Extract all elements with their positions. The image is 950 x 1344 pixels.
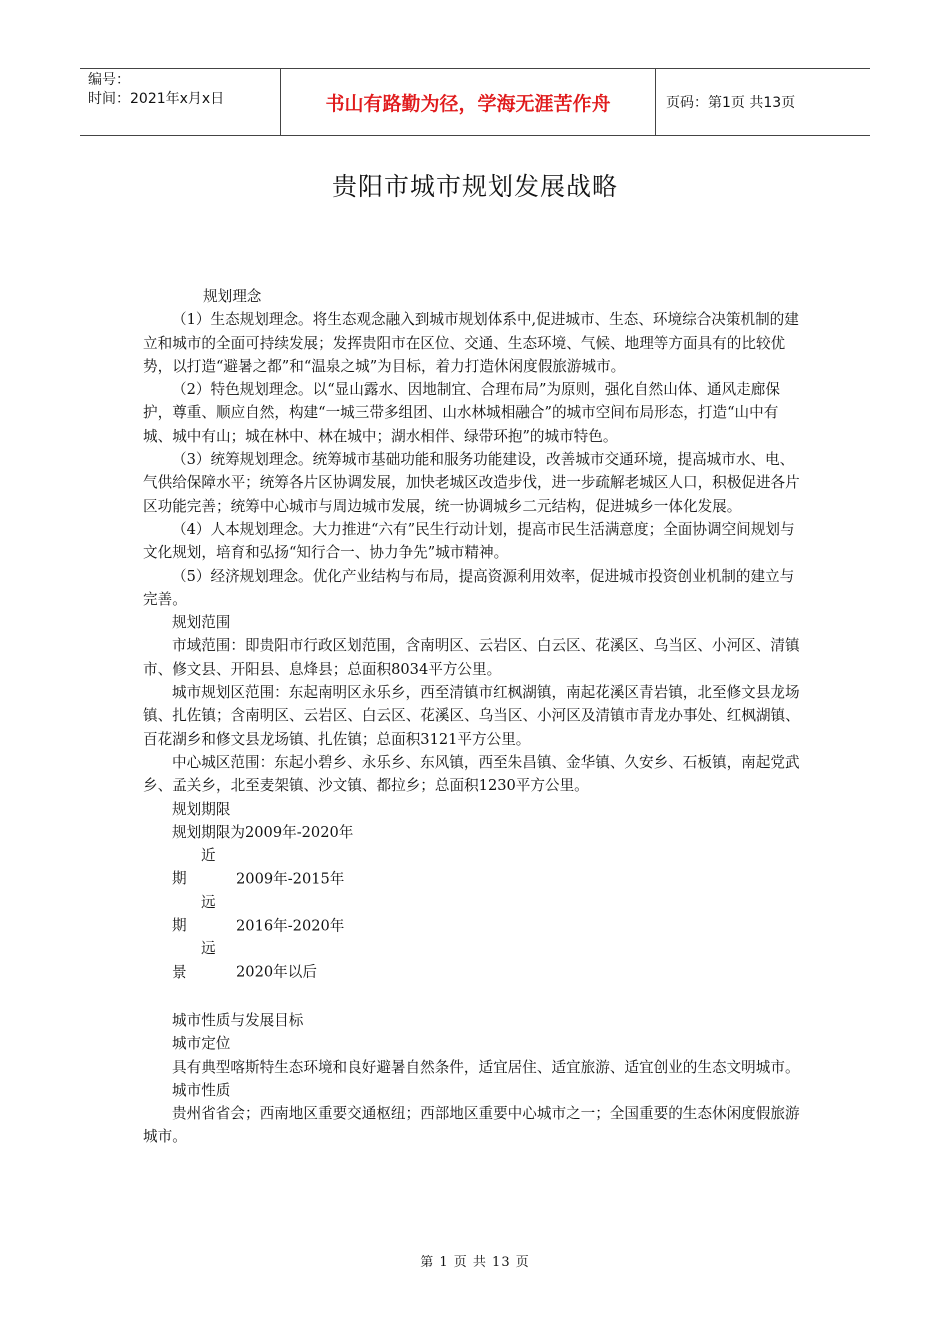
paragraph-concept-4: （4）人本规划理念。大力推进“六有”民生行动计划，提高市民生活满意度；全面协调空间规划与文化规划，培育和弘扬“知行合一、协力争先”城市精神。 <box>143 520 795 562</box>
period-value: 2009年-2015年 <box>236 870 345 888</box>
date-label: 时间：2021年x月x日 <box>88 91 225 107</box>
header-meta <box>80 69 280 135</box>
section-heading-concept: 规划理念 <box>203 288 262 305</box>
subheading-position: 城市定位 <box>172 1035 231 1053</box>
paragraph-concept-5: （5）经济规划理念。优化产业结构与布局，提高资源利用效率，促进城市投资创业机制的建立与完善。 <box>143 567 795 608</box>
spacer <box>143 984 807 1009</box>
section-heading-scope: 规划范围 <box>172 614 231 632</box>
period-row <box>143 844 807 891</box>
paragraph-scope-1: 市域范围：即贵阳市行政区划范围，含南明区、云岩区、白云区、花溪区、乌当区、小河区、清镇市、修文县、开阳县、息烽县；总面积8034平方公里。 <box>143 637 800 678</box>
page-footer: 第 1 页 共 13 页 <box>420 1255 530 1270</box>
period-label: 近 期 <box>172 847 231 888</box>
number-label: 编号： <box>88 72 130 88</box>
subheading-nature: 城市性质 <box>172 1081 231 1099</box>
period-value: 2020年以后 <box>236 963 317 981</box>
paragraph-concept-2: （2）特色规划理念。以“显山露水、因地制宜、合理布局”为原则，强化自然山体、通风走廊保护，尊重、顺应自然，构建“一城三带多组团、山水林城相融合”的城市空间布局形态，打造“山中有城、城中有山；城在林中、林在城中；湖水相伴、绿带环抱”的城市特色。 <box>143 381 780 445</box>
period-row <box>143 937 807 984</box>
document-body <box>143 285 807 1149</box>
period-row <box>143 891 807 938</box>
paragraph-scope-2: 城市规划区范围：东起南明区永乐乡，西至清镇市红枫湖镇，南起花溪区青岩镇，北至修文县龙场镇、扎佐镇；含南明区、云岩区、白云区、花溪区、乌当区、小河区及清镇市青龙办事处、红枫湖镇、百花湖乡和修文县龙场镇、扎佐镇；总面积3121平方公里。 <box>143 684 800 748</box>
period-label: 远 景 <box>172 940 231 981</box>
document-header <box>80 68 870 136</box>
paragraph-nature: 贵州省省会；西南地区重要交通枢纽；西部地区重要中心城市之一；全国重要的生态休闲度假旅游城市。 <box>143 1105 800 1146</box>
paragraph-concept-3: （3）统筹规划理念。统筹城市基础功能和服务功能建设，改善城市交通环境，提高城市水、电、气供给保障水平；统筹各片区协调发展，加快老城区改造步伐，进一步疏解老城区人口，积极促进各片区功能完善；统筹中心城市与周边城市发展，统一协调城乡二元结构，促进城乡一体化发展。 <box>143 451 800 515</box>
paragraph-scope-3: 中心城区范围：东起小碧乡、永乐乡、东风镇，西至朱昌镇、金华镇、久安乡、石板镇，南起党武乡、孟关乡，北至麦架镇、沙文镇、都拉乡；总面积1230平方公里。 <box>143 753 800 795</box>
period-value: 2016年-2020年 <box>236 917 345 935</box>
document-title: 贵阳市城市规划发展战略 <box>331 172 618 201</box>
header-motto: 书山有路勤为径，学海无涯苦作舟 <box>280 69 656 135</box>
paragraph-period: 规划期限为2009年-2020年 <box>172 823 354 841</box>
section-heading-nature: 城市性质与发展目标 <box>172 1011 304 1029</box>
paragraph-position: 具有典型喀斯特生态环境和良好避暑自然条件，适宜居住、适宜旅游、适宜创业的生态文明城市。 <box>172 1058 800 1076</box>
section-heading-period: 规划期限 <box>172 800 231 818</box>
period-label: 远 期 <box>172 893 231 935</box>
header-page-info: 页码：第1页 共13页 <box>666 95 796 111</box>
paragraph-concept-1: （1）生态规划理念。将生态观念融入到城市规划体系中,促进城市、生态、环境综合决策机制的建立和城市的全面可持续发展；发挥贵阳市在区位、交通、生态环境、气候、地理等方面具有的比较优势，以打造“避暑之都”和“温泉之城”为目标，着力打造休闲度假旅游城市。 <box>143 311 799 375</box>
